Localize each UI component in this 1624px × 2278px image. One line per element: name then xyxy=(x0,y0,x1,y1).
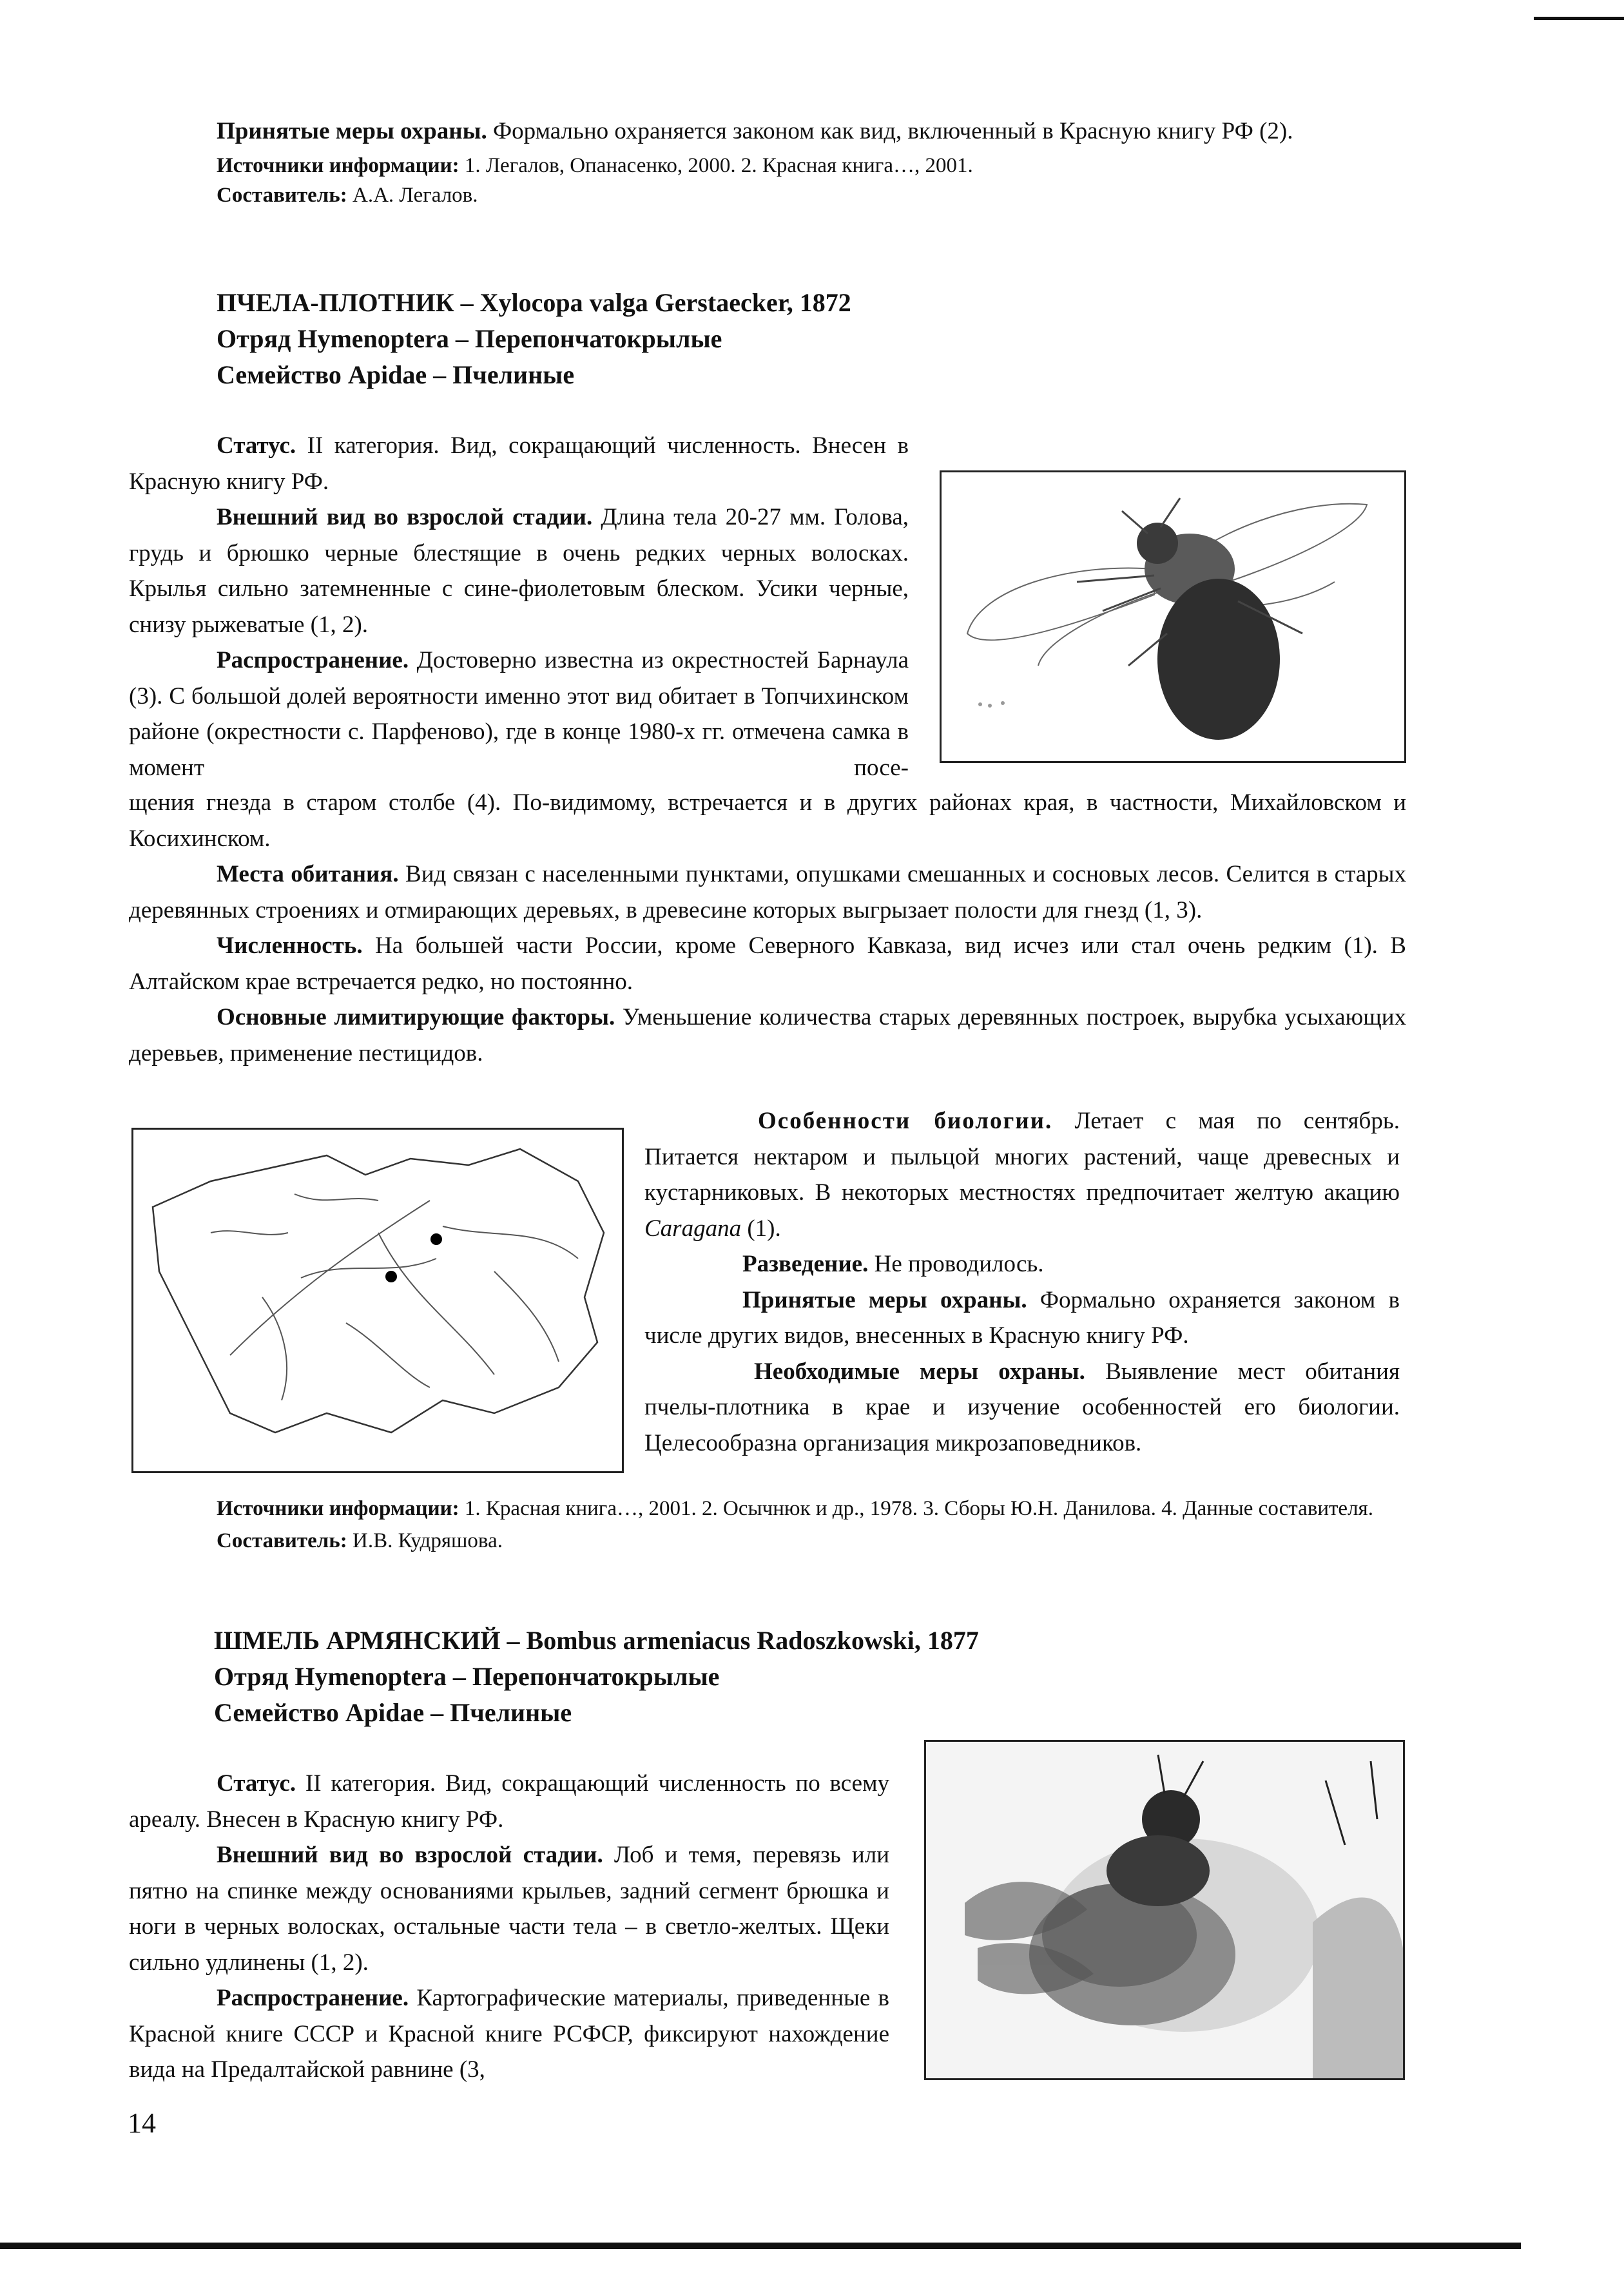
species1-header xyxy=(217,285,1312,393)
species2-status: Статус. II категория. Вид, сокращающий численность по всему ареалу. Внесен в Красную книгу РФ. xyxy=(129,1770,889,1833)
bumblebee-photo xyxy=(926,1742,1403,2078)
species2-appearance: Внешний вид во взрослой стадии. Лоб и темя, перевязь или пятно на спинке между основаниями крыльев, задний сегмент брюшка и ноги в черных волосках, остальные части тела – в светло-желтых. Щеки сильно удлинены (1, 2). xyxy=(129,1842,889,1976)
record-point-barnaul xyxy=(430,1233,442,1245)
carpenter-bee-figure xyxy=(940,470,1406,763)
species1-factors: Основные лимитирующие факторы. Уменьшение количества старых деревянных построек, вырубка усыхающих деревьев, применение пестицидов. xyxy=(129,1004,1406,1067)
page-number: 14 xyxy=(128,2107,156,2139)
species1-family: Семейство Apidae – Пчелиные xyxy=(217,360,575,389)
species1-order: Отряд Hymenoptera – Перепончатокрылые xyxy=(217,324,722,353)
species1-distribution-b: щения гнезда в старом столбе (4). По-видимому, встречается и в других районах края, в частности, Михайловском и Косихинском. xyxy=(129,789,1406,852)
species2-header xyxy=(214,1623,1374,1731)
scan-edge-top-right xyxy=(1534,17,1624,20)
altai-distribution-map xyxy=(133,1130,622,1471)
prev-measures-paragraph: Принятые меры охраны. Формально охраняется законом как вид, включенный в Красную книгу РФ (2). xyxy=(217,118,1293,144)
bumblebee-photo-figure xyxy=(924,1740,1405,2080)
prev-measures-label: Принятые меры охраны. xyxy=(217,118,487,144)
species1-footer xyxy=(129,1494,1406,1556)
species1-full-width-text xyxy=(129,785,1406,1071)
species1-abundance: Численность. На большей части России, кроме Северного Кавказа, вид исчез или стал очень редким (1). В Алтайском крае встречается редко, но постоянно. xyxy=(129,932,1406,995)
species2-title: ШМЕЛЬ АРМЯНСКИЙ – Bombus armeniacus Radoszkowski, 1877 xyxy=(214,1626,979,1655)
species1-left-column xyxy=(129,428,909,786)
species2-left-column xyxy=(129,1766,889,2088)
species1-status: Статус. II категория. Вид, сокращающий численность. Внесен в Красную книгу РФ. xyxy=(129,432,909,495)
record-point-topchikha xyxy=(385,1271,397,1282)
species1-appearance: Внешний вид во взрослой стадии. Длина тела 20-27 мм. Голова, грудь и брюшко черные блестящие в очень редких черных волосках. Крылья сильно затемненные с сине-фиолетовым блеском. Усики черные, снизу рыжеватые (1, 2). xyxy=(129,504,909,638)
species1-needed-measures: Необходимые меры охраны. Выявление мест обитания пчелы-плотника в крае и изучение особенностей его биологии. Целесообразна организация микрозаповедников. xyxy=(644,1358,1400,1456)
species2-distribution: Распространение. Картографические материалы, приведенные в Красной книге СССР и Красной книге РСФСР, фиксируют нахождение вида на Предалтайской равнине (3, xyxy=(129,1985,889,2083)
species1-biology: Особенности биологии. Летает с мая по сентябрь. Питается нектаром и пыльцой многих растений, чаще древесных и кустарниковых. В некоторых местностях предпочитает желтую акацию Caragana (1). xyxy=(644,1108,1400,1242)
species1-title: ПЧЕЛА-ПЛОТНИК – Xylocopa valga Gerstaecker, 1872 xyxy=(217,288,851,317)
carpenter-bee-illustration xyxy=(942,472,1404,761)
scan-edge-bottom xyxy=(0,2243,1521,2249)
species1-habitat: Места обитания. Вид связан с населенными пунктами, опушками смешанных и сосновых лесов. Селится в старых деревянных строениях и отмирающих деревьях, в древесине которых выгрызает полости для гнезд (1, 3). xyxy=(129,861,1406,923)
distribution-map-figure xyxy=(131,1128,624,1473)
species1-breeding: Разведение. Не проводилось. xyxy=(742,1251,1044,1277)
prev-species-block xyxy=(129,113,1406,210)
species1-right-column xyxy=(644,1103,1400,1461)
species2-family: Семейство Apidae – Пчелиные xyxy=(214,1698,572,1727)
species1-sources: Источники информации: 1. Красная книга…, 2001. 2. Осычнюк и др., 1978. 3. Сборы Ю.Н. Данилова. 4. Данные составителя. xyxy=(217,1497,1373,1520)
prev-sources-paragraph: Источники информации: 1. Легалов, Опанасенко, 2000. 2. Красная книга…, 2001. xyxy=(217,153,973,177)
species1-measures: Принятые меры охраны. Формально охраняется законом в числе других видов, внесенных в Красную книгу РФ. xyxy=(644,1286,1400,1349)
species1-author: Составитель: И.В. Кудряшова. xyxy=(217,1529,503,1552)
species2-order: Отряд Hymenoptera – Перепончатокрылые xyxy=(214,1662,720,1691)
prev-author-paragraph: Составитель: А.А. Легалов. xyxy=(217,183,478,207)
species1-distribution-a: Распространение. Достоверно известна из окрестностей Барнаула (3). С большой долей вероятности именно этот вид обитает в Топчихинском районе (окрестности с. Парфеново), где в конце 1980-х гг. отмечена самка в момент посе- xyxy=(129,647,909,781)
